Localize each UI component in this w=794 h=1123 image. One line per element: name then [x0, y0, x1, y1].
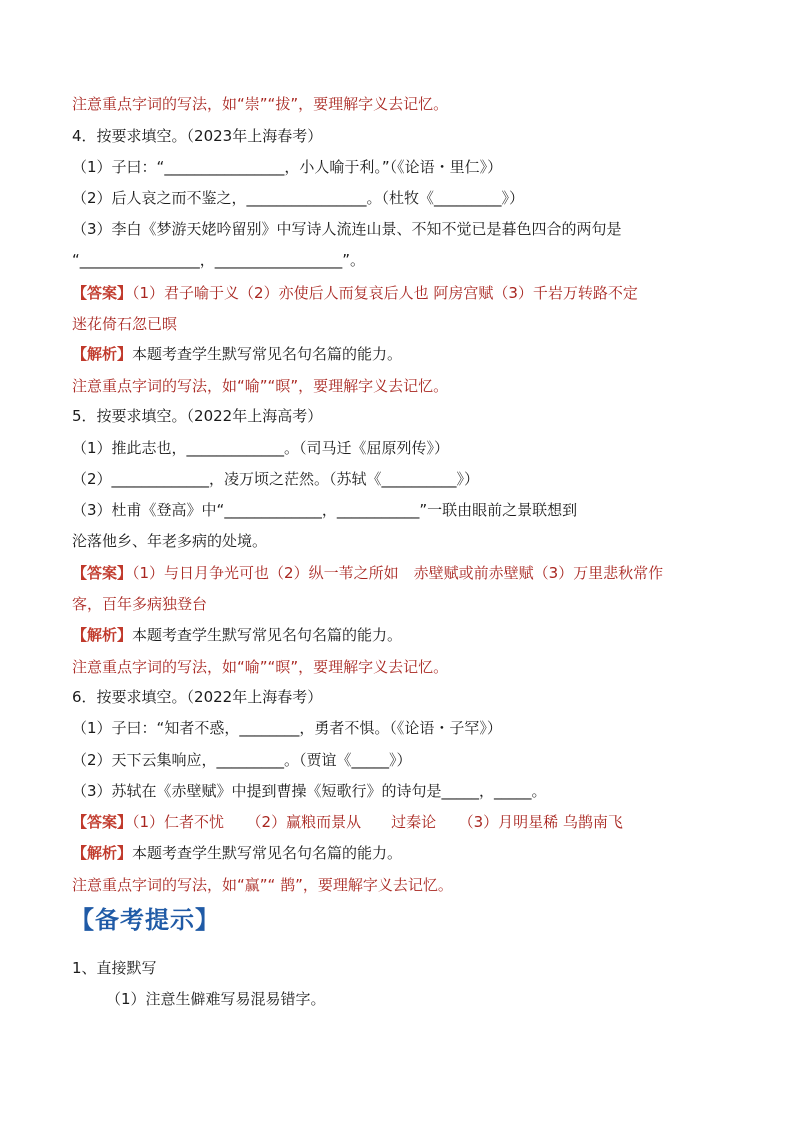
text-line	[72, 563, 663, 583]
line-text: （2）后人哀之而不鉴之，________________。（杜牧《_________》）	[72, 189, 525, 207]
analysis-tag: 【解析】	[72, 844, 133, 862]
line-text: 迷花倚石忽已暝	[72, 315, 178, 333]
line-text: （1）仁者不忧 （2）赢粮而景从 过秦论 （3）月明星稀 乌鹊南飞	[132, 813, 623, 831]
text-line	[72, 376, 448, 396]
line-text: （3）李白《梦游天姥吟留别》中写诗人流连山景、不知不觉已是暮色四合的两句是	[72, 220, 622, 238]
line-text: （2）天下云集响应，_________。（贾谊《_____》）	[72, 751, 412, 769]
text-line	[72, 625, 402, 645]
text-line	[72, 188, 524, 208]
section-heading: 【备考提示】	[70, 906, 220, 934]
line-text: （2）_____________，凌万顷之茫然。（苏轼《__________》）	[72, 470, 480, 488]
answer-tag: 【答案】	[72, 564, 133, 582]
answer-tag: 【答案】	[72, 813, 133, 831]
text-line	[72, 469, 479, 489]
line-text: （3）杜甫《登高》中“_____________，___________”一联由眼前之景联想到	[72, 501, 578, 519]
tip-line: 1、直接默写	[72, 959, 157, 977]
line-text: （1）与日月争光可也（2）纵一苇之所如 赤壁赋或前赤壁赋（3）万里悲秋常作	[132, 564, 664, 582]
line-text: 本题考查学生默写常见名句名篇的能力。	[132, 626, 403, 644]
text-line	[72, 594, 207, 614]
line-text: 注意重点字词的写法，如“喻”“暝”，要理解字义去记忆。	[72, 377, 449, 395]
line-text: （1）推此志也，_____________。（司马迁《屈原列传》）	[72, 439, 450, 457]
analysis-tag: 【解析】	[72, 345, 133, 363]
text-line	[72, 781, 547, 801]
tip-line: （1）注意生僻难写易混易错字。	[106, 990, 326, 1008]
line-text: 沦落他乡、年老多病的处境。	[72, 532, 268, 550]
text-line	[72, 250, 365, 270]
text-line	[72, 687, 322, 707]
answer-tag: 【答案】	[72, 284, 133, 302]
text-line	[72, 843, 402, 863]
line-text: 6．按要求填空。（2022年上海春考）	[72, 688, 323, 706]
text-line	[72, 219, 622, 239]
text-line	[72, 157, 502, 177]
line-text: 注意重点字词的写法，如“赢”“ 鹊”，要理解字义去记忆。	[72, 876, 453, 894]
line-text: 4．按要求填空。（2023年上海春考）	[72, 127, 323, 145]
analysis-tag: 【解析】	[72, 626, 133, 644]
text-line	[72, 94, 448, 114]
line-text: （1）君子喻于义（2）亦使后人而复哀后人也 阿房宫赋（3）千岩万转路不定	[132, 284, 638, 302]
line-text: 本题考查学生默写常见名句名篇的能力。	[132, 345, 403, 363]
line-text: “________________，_________________”。	[72, 251, 366, 269]
line-text: 注意重点字词的写法，如“喻”“暝”，要理解字义去记忆。	[72, 658, 449, 676]
line-text: 5．按要求填空。（2022年上海高考）	[72, 407, 323, 425]
line-text: 客，百年多病独登台	[72, 595, 208, 613]
text-line	[72, 438, 449, 458]
line-text: （1）子曰：“________________，小人喻于利。”（《论语・里仁》）	[72, 158, 503, 176]
text-line	[72, 406, 322, 426]
text-line	[72, 750, 412, 770]
text-line	[72, 875, 453, 895]
text-line	[72, 126, 322, 146]
text-line	[72, 657, 448, 677]
text-line	[72, 531, 267, 551]
line-text: 注意重点字词的写法，如“崇”“拔”，要理解字义去记忆。	[72, 95, 449, 113]
line-text: （3）苏轼在《赤壁赋》中提到曹操《短歌行》的诗句是_____，_____。	[72, 782, 547, 800]
text-line	[72, 344, 402, 364]
text-line	[72, 812, 623, 832]
line-text: （1）子曰：“知者不惑，________，勇者不惧。（《论语・子罕》）	[72, 719, 502, 737]
text-line	[72, 500, 577, 520]
text-line	[72, 283, 638, 303]
text-line	[72, 718, 502, 738]
text-line	[72, 314, 177, 334]
line-text: 本题考查学生默写常见名句名篇的能力。	[132, 844, 403, 862]
